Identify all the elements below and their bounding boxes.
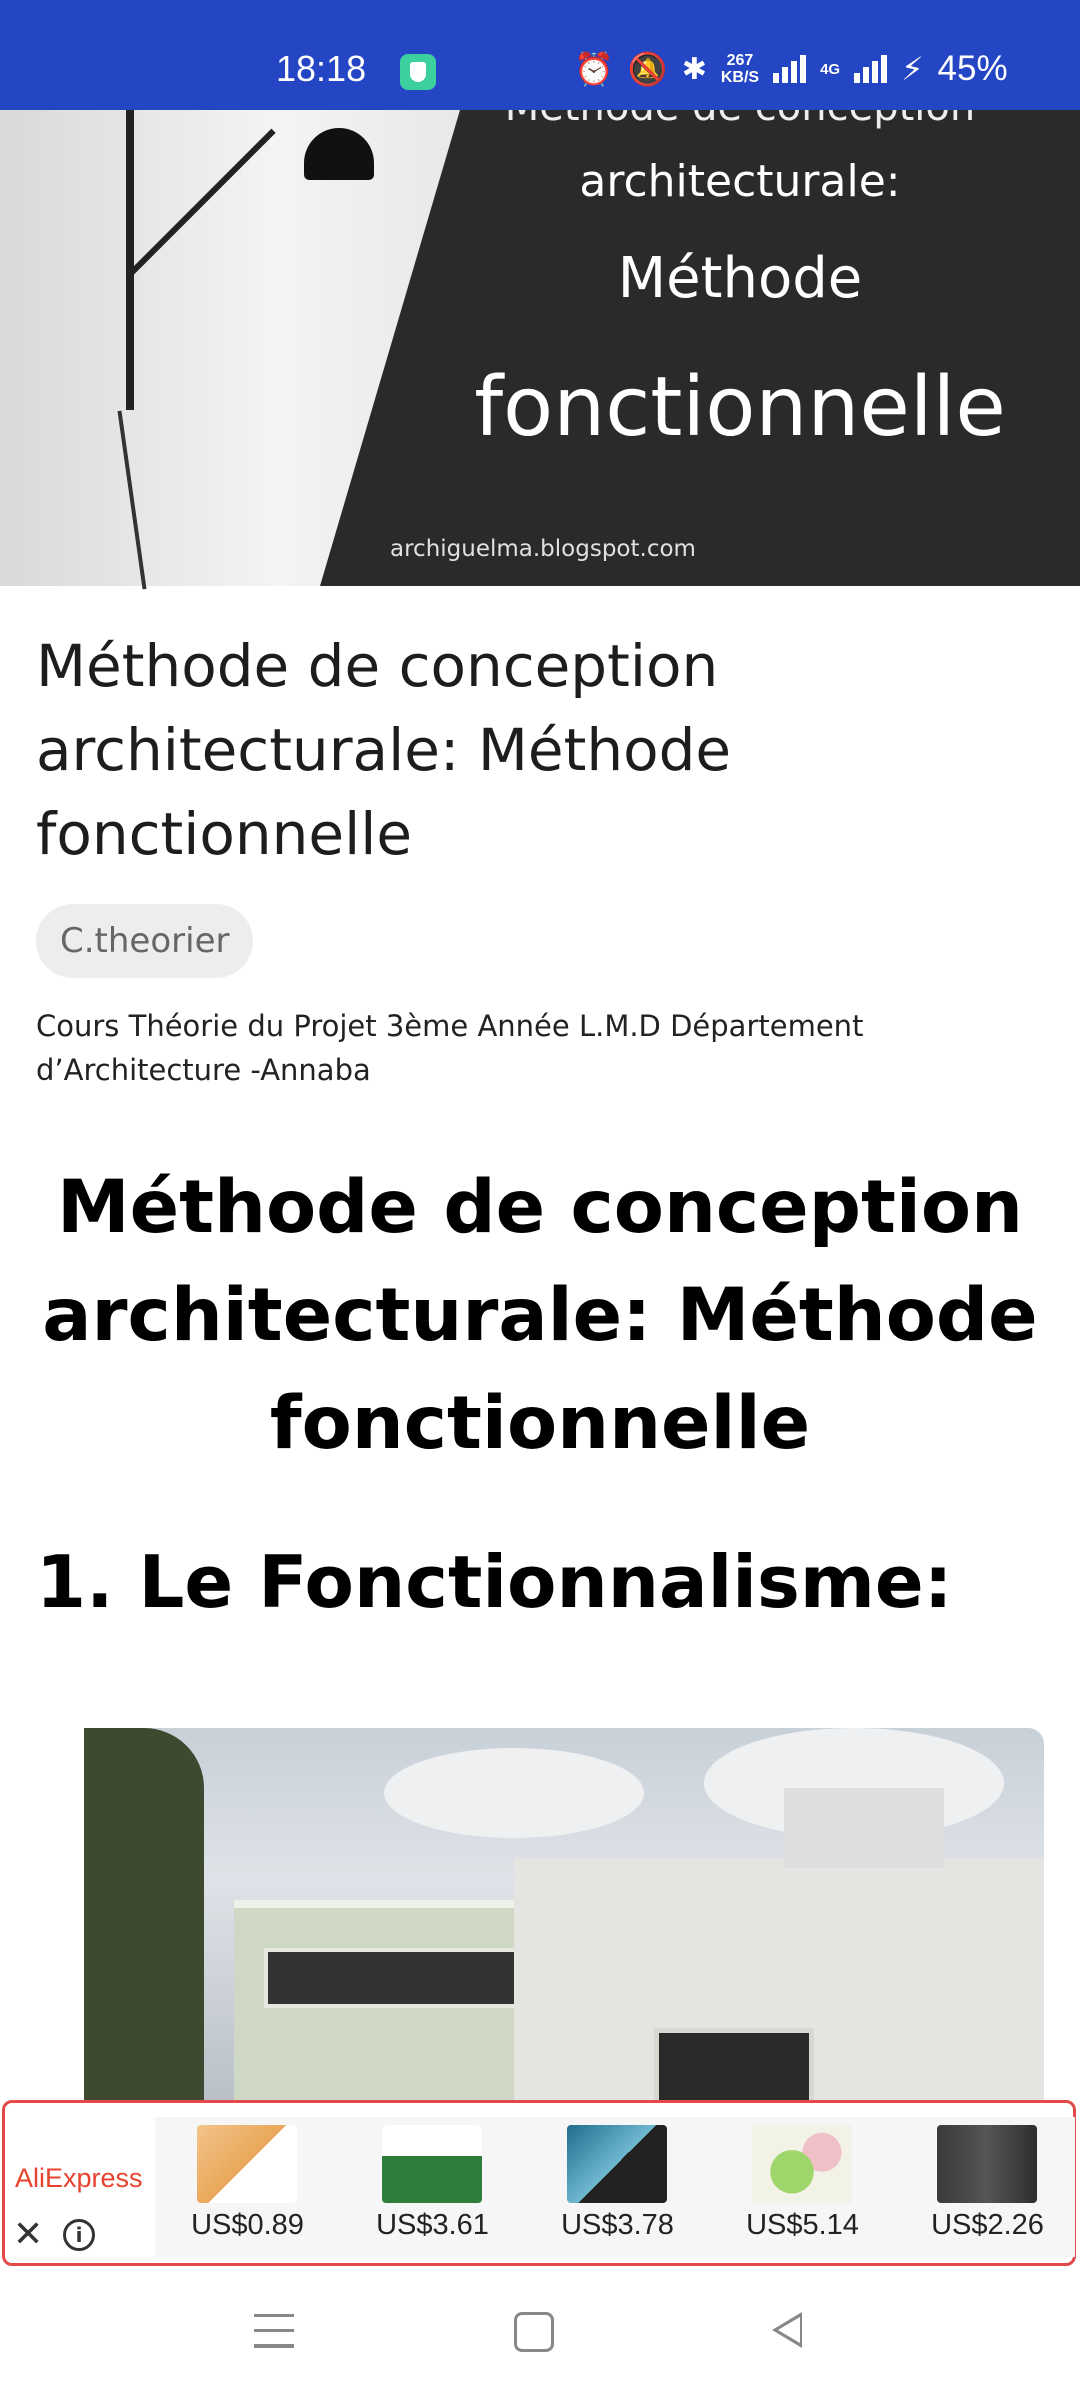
back-icon[interactable] bbox=[772, 2312, 802, 2348]
close-icon[interactable]: ✕ bbox=[13, 2214, 44, 2255]
cloud bbox=[384, 1748, 644, 1838]
shield-icon bbox=[400, 54, 436, 90]
article-heading: Méthode de conception architecturale: Méthode fonctionnelle bbox=[42, 1165, 1038, 1466]
ad-product[interactable] bbox=[710, 2117, 895, 2257]
net-speed-unit: KB/S bbox=[720, 69, 760, 86]
net-speed-value: 267 bbox=[726, 52, 754, 69]
lamp-arm bbox=[126, 110, 134, 410]
building-photo bbox=[84, 1728, 1044, 2108]
hero-url: archiguelma.blogspot.com bbox=[390, 536, 696, 562]
recent-apps-icon[interactable] bbox=[254, 2314, 294, 2348]
lightning-icon: ⚡ bbox=[901, 50, 924, 88]
battery-level: 45% bbox=[937, 49, 1008, 88]
hero-line-2: Méthode bbox=[617, 246, 863, 311]
product-price: US$3.61 bbox=[376, 2209, 489, 2241]
product-image bbox=[752, 2125, 852, 2203]
product-image bbox=[382, 2125, 482, 2203]
status-time: 18:18 bbox=[276, 48, 367, 89]
section-heading: 1. Le Fonctionnalisme: bbox=[36, 1540, 953, 1624]
product-price: US$3.78 bbox=[561, 2209, 674, 2241]
bluetooth-icon: ✱ bbox=[681, 51, 707, 87]
article-title: Méthode de conception architecturale: Méthode fonctionnelle bbox=[36, 632, 732, 868]
home-icon[interactable] bbox=[514, 2312, 554, 2352]
ad-product[interactable] bbox=[340, 2117, 525, 2257]
aliexpress-logo[interactable]: AliExpress bbox=[15, 2163, 143, 2193]
product-image bbox=[937, 2125, 1037, 2203]
tree bbox=[84, 1728, 204, 2108]
ad-product[interactable] bbox=[155, 2117, 340, 2257]
hero-line-1: architecturale: bbox=[579, 156, 901, 207]
building-tower bbox=[784, 1788, 944, 1868]
ad-product[interactable] bbox=[525, 2117, 710, 2257]
product-image bbox=[197, 2125, 297, 2203]
navigation-bar bbox=[0, 2266, 1080, 2400]
ad-product[interactable] bbox=[895, 2117, 1080, 2257]
mute-icon: 🔕 bbox=[627, 50, 668, 88]
building-left bbox=[234, 1908, 514, 2108]
alarm-icon: ⏰ bbox=[574, 50, 614, 88]
net-speed bbox=[721, 52, 759, 86]
ad-products bbox=[155, 2117, 1075, 2257]
hero-image bbox=[0, 110, 1080, 586]
info-icon[interactable]: i bbox=[63, 2219, 95, 2251]
network-type: 4G bbox=[820, 60, 841, 78]
status-icons bbox=[574, 46, 1008, 92]
product-price: US$5.14 bbox=[746, 2209, 859, 2241]
signal-icon bbox=[854, 55, 887, 83]
category-tag[interactable]: C.theorier bbox=[36, 904, 253, 978]
article-subtitle: Cours Théorie du Projet 3ème Année L.M.D Département d’Architecture -Annaba bbox=[36, 1009, 864, 1087]
signal-icon bbox=[773, 55, 806, 83]
ad-banner[interactable] bbox=[2, 2100, 1076, 2266]
hero-line-3: fonctionnelle bbox=[474, 360, 1006, 455]
building-window bbox=[264, 1948, 532, 2008]
product-image bbox=[567, 2125, 667, 2203]
product-price: US$2.26 bbox=[931, 2209, 1044, 2241]
status-bar bbox=[0, 0, 1080, 110]
product-price: US$0.89 bbox=[191, 2209, 304, 2241]
